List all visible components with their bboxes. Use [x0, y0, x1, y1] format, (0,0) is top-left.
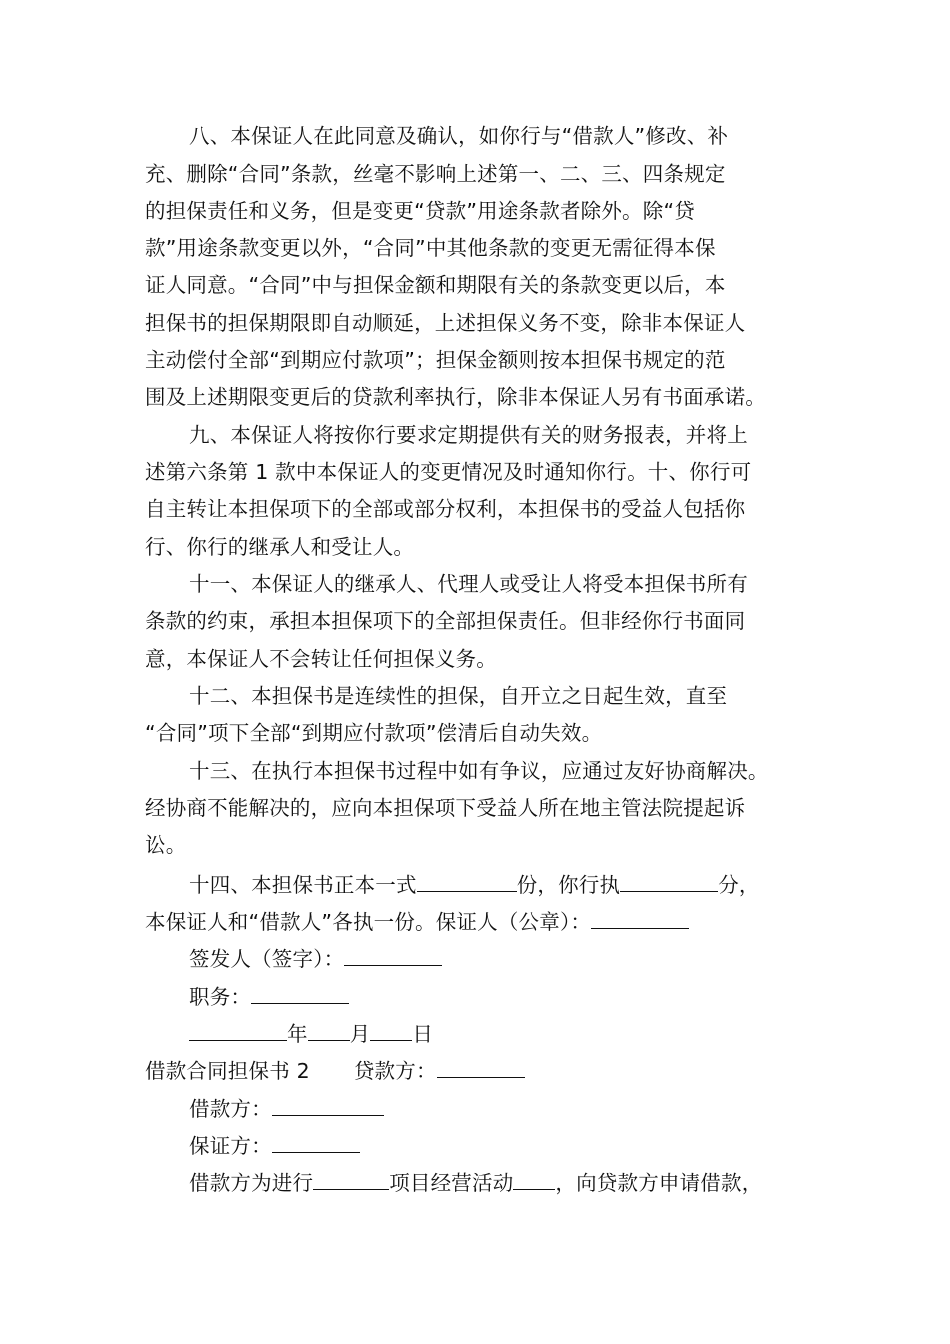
- lender-label: 贷款方：: [353, 1059, 437, 1083]
- paragraph-8-line-2: 充、删除“合同”条款，丝毫不影响上述第一、二、三、四条规定: [145, 162, 726, 186]
- paragraph-8-line-7: 主动偿付全部“到期应付款项”；担保金额则按本担保书规定的范: [145, 348, 726, 372]
- item14-text-1: 十四、本担保书正本一式: [189, 873, 417, 897]
- paragraph-12-line-1: 十二、本担保书是连续性的担保，自开立之日起生效，直至: [189, 684, 728, 708]
- intro-text-2: 项目经营活动: [389, 1171, 514, 1195]
- guarantor-line: [189, 1130, 360, 1160]
- project-blank[interactable]: [313, 1167, 389, 1190]
- paragraph-13-line-1: 十三、在执行本担保书过程中如有争议，应通过友好协商解决。: [189, 759, 769, 783]
- paragraph-11-line-1: 十一、本保证人的继承人、代理人或受让人将受本担保书所有: [189, 572, 748, 596]
- signer-label: 签发人（签字）：: [189, 947, 345, 971]
- signer-blank[interactable]: [344, 943, 442, 966]
- borrower-blank[interactable]: [272, 1093, 384, 1116]
- year-blank[interactable]: [189, 1018, 287, 1041]
- day-blank[interactable]: [370, 1018, 412, 1041]
- month-blank[interactable]: [308, 1018, 350, 1041]
- date-line: [189, 1018, 433, 1048]
- paragraph-8-line-8: 围及上述期限变更后的贷款利率执行，除非本保证人另有书面承诺。: [145, 385, 766, 409]
- paragraph-13-line-2: 经协商不能解决的，应向本担保项下受益人所在地主管法院提起诉: [145, 796, 746, 820]
- position-line: [189, 981, 349, 1011]
- item14-text-4: 本保证人和“借款人”各执一份。保证人（公章）：: [145, 910, 592, 934]
- month-label: 月: [349, 1022, 371, 1046]
- borrower-line: [189, 1093, 384, 1123]
- intro-text-3: ，向贷款方申请借款，: [555, 1171, 763, 1195]
- guarantor-label: 保证方：: [189, 1134, 272, 1158]
- position-label: 职务：: [189, 985, 252, 1009]
- item14-text-3: 分，: [718, 873, 760, 897]
- paragraph-11-line-2: 条款的约束，承担本担保项下的全部担保责任。但非经你行书面同: [145, 609, 746, 633]
- paragraph-8-line-3: 的担保责任和义务，但是变更“贷款”用途条款者除外。除“贷: [145, 199, 695, 223]
- day-label: 日: [412, 1022, 434, 1046]
- lender-blank[interactable]: [437, 1055, 525, 1078]
- paragraph-9-line-4: 行、你行的继承人和受让人。: [145, 535, 415, 559]
- paragraph-14-line-1: [189, 869, 760, 899]
- item14-text-2: 份，你行执: [516, 873, 621, 897]
- paragraph-11-line-3: 意，本保证人不会转让任何担保义务。: [145, 647, 497, 671]
- paragraph-12-line-2: “合同”项下全部“到期应付款项”偿清后自动失效。: [145, 721, 603, 745]
- guarantor-seal-blank[interactable]: [591, 906, 689, 929]
- intro-line: [189, 1167, 762, 1197]
- signer-line: [189, 943, 442, 973]
- intro-text-1: 借款方为进行: [189, 1171, 314, 1195]
- paragraph-9-line-2: 述第六条第 1 款中本保证人的变更情况及时通知你行。十、你行可: [145, 460, 752, 484]
- paragraph-8-line-1: 八、本保证人在此同意及确认，如你行与“借款人”修改、补: [189, 124, 729, 148]
- paragraph-8-line-5: 证人同意。“合同”中与担保金额和期限有关的条款变更以后，本: [145, 273, 726, 297]
- paragraph-9-line-3: 自主转让本担保项下的全部或部分权利，本担保书的受益人包括你: [145, 497, 746, 521]
- activity-blank[interactable]: [513, 1167, 555, 1190]
- paragraph-8-line-6: 担保书的担保期限即自动顺延，上述担保义务不变，除非本保证人: [145, 311, 746, 335]
- paragraph-9-line-1: 九、本保证人将按你行要求定期提供有关的财务报表，并将上: [189, 423, 748, 447]
- paragraph-14-line-2: [145, 906, 689, 936]
- second-doc-title: 借款合同担保书 2: [145, 1059, 310, 1083]
- second-doc-title-line: [145, 1055, 525, 1085]
- copies-count-blank[interactable]: [417, 869, 517, 892]
- paragraph-13-line-3: 讼。: [145, 833, 187, 857]
- borrower-label: 借款方：: [189, 1097, 272, 1121]
- paragraph-8-line-4: 款”用途条款变更以外，“合同”中其他条款的变更无需征得本保: [145, 236, 716, 260]
- bank-copies-blank[interactable]: [620, 869, 718, 892]
- position-blank[interactable]: [251, 981, 349, 1004]
- guarantor-blank[interactable]: [272, 1130, 360, 1153]
- year-label: 年: [287, 1022, 308, 1046]
